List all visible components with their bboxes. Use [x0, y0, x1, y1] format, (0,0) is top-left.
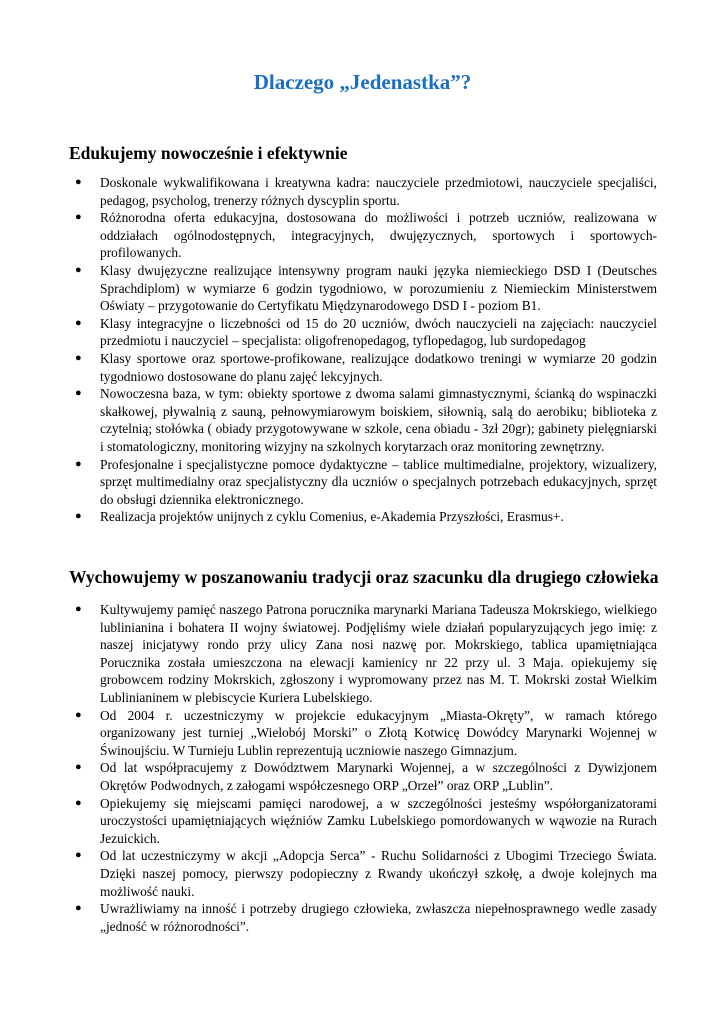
list-item [69, 759, 657, 794]
bullet-icon: ● [75, 849, 82, 862]
list-item-text: Kultywujemy pamięć naszego Patrona porucznika marynarki Mariana Tadeusza Mokrskiego, wielkiego lublinianina i bohatera II wojny światowej. Podjęliśmy wiele działań popularyzujących jego imię: z naszej inicjatywy rondo przy ulicy Zana nosi nazwę por. Mokrskiego, tablica upamiętniająca Porucznika została umieszczona na elewacji kamienicy nr 22 przy ul. 3 Maja. opiekujemy się grobowcem rodziny Mokrskich, zgłoszony i wypromowany przez nas M. T. Mokrski został Wielkim Lublinianinem w plebiscycie Kuriera Lubelskiego. [100, 602, 657, 705]
list-item-text: Nowoczesna baza, w tym: obiekty sportowe z dwoma salami gimnastycznymi, ścianką do wspinaczki skałkowej, pływalnią z sauną, pełnowymiarowym boiskiem, siłownią, salą do aerobiku; biblioteka z czytelnią; stołówka ( obiady przygotowywane w szkole, cena obiadu - 3zł 20gr); gabinety pielęgniarski i stomatologiczny, monitoring wizyjny na szkolnych korytarzach oraz monitoring zewnętrzny. [100, 386, 657, 454]
list-item [69, 315, 657, 350]
bullet-icon: ● [75, 796, 82, 809]
list-item-text: Od lat współpracujemy z Dowództwem Marynarki Wojennej, a w szczególności z Dywizjonem Okrętów Podwodnych, z załogami współczesnego ORP „Orzeł” oraz ORP „Lublin”. [100, 760, 657, 793]
list-item [69, 209, 657, 262]
list-item-text: Od lat uczestniczymy w akcji „Adopcja Serca” - Ruchu Solidarności z Ubogimi Trzeciego Świata. Dzięki naszej pomocy, pierwszy podopieczny z Rwandy ukończył szkołę, a dwoje kolejnych ma możliwość nauki. [100, 848, 657, 899]
list-item-text: Profesjonalne i specjalistyczne pomoce dydaktyczne – tablice multimedialne, projektory, wizualizery, sprzęt multimedialny oraz specjalistyczny dla uczniów o specjalnych potrzebach edukacyjnych, sprzęt do obsługi dziennika elektronicznego. [100, 456, 657, 507]
bullet-icon: ● [75, 457, 82, 470]
list-item-text: Klasy sportowe oraz sportowe-profikowane, realizujące dodatkowo treningi w wymiarze 20 godzin tygodniowo dostosowane do planu zajęć lekcyjnych. [100, 350, 657, 384]
list-item-text: Uwrażliwiamy na inność i potrzeby drugiego człowieka, zwłaszcza niepełnosprawnego wedle zasady „jedność w różnorodności”. [100, 901, 657, 934]
bullet-icon: ● [75, 387, 82, 400]
list-item-text: Od 2004 r. uczestniczymy w projekcie edukacyjnym „Miasta-Okręty”, w ramach którego organizowany jest turniej „Wielobój Morski” o Złotą Kotwicę Dowódcy Marynarki Wojennej w Świnoujściu. W Turnieju Lublin reprezentują uczniowie naszego Gimnazjum. [100, 707, 657, 758]
bullet-icon: ● [75, 316, 82, 329]
list-item [69, 795, 657, 848]
list-item [69, 508, 657, 526]
list-item [69, 707, 657, 760]
bullet-icon: ● [75, 708, 82, 721]
list-item-text: Klasy dwujęzyczne realizujące intensywny program nauki języka niemieckiego DSD I (Deutsches Sprachdiplom) w wymiarze 6 godzin tygodniowo, w porozumieniu z Niemieckim Ministerstwem Oświaty – przygotowanie do Certyfikatu Międzynarodowego DSD I - poziom B1. [100, 262, 657, 314]
page-title: Dlaczego „Jedenastka”? [253, 70, 472, 94]
list-item-text: Opiekujemy się miejscami pamięci narodowej, a w szczególności jesteśmy współorganizatorami uroczystości upamiętniających więźniów Zamku Lubelskiego pomordowanych w wąwozie na Rurach Jezuickich. [100, 795, 657, 846]
list-item [69, 174, 657, 209]
list-item [69, 456, 657, 509]
bullet-icon: ● [75, 902, 82, 915]
list-item-text: Realizacja projektów unijnych z cyklu Comenius, e-Akademia Przyszłości, Erasmus+. [100, 509, 564, 525]
list-item-text: Klasy integracyjne o liczebności od 15 do 20 uczniów, dwóch nauczycieli na zajęciach: nauczyciel przedmiotu i nauczyciel – specjalista: oligofrenopedagog, tyflopedagog, lub surdopedagog [100, 315, 657, 349]
list-item [69, 262, 657, 315]
list-item [69, 385, 657, 455]
bullet-icon: ● [75, 761, 82, 774]
list-item [69, 847, 657, 900]
bullet-icon: ● [75, 176, 82, 188]
list-item-text: Różnorodna oferta edukacyjna, dostosowana do możliwości i potrzeb uczniów, realizowana w oddziałach ogólnodostępnych, integracyjnych, dwujęzycznych, sportowych i sportowych-profilowanych. [100, 210, 657, 261]
bullet-icon: ● [75, 510, 82, 523]
bullet-icon: ● [75, 603, 82, 615]
bullet-icon: ● [75, 351, 82, 364]
education-bullet-list [69, 174, 657, 526]
upbringing-bullet-list [69, 601, 657, 935]
list-item [69, 350, 657, 385]
list-item [69, 601, 657, 707]
bullet-icon: ● [75, 263, 82, 276]
list-item [69, 900, 657, 935]
bullet-icon: ● [75, 211, 82, 224]
section-heading-upbringing: Wychowujemy w poszanowaniu tradycji oraz szacunku dla drugiego człowieka [69, 567, 659, 587]
section-heading-education: Edukujemy nowocześnie i efektywnie [69, 143, 348, 163]
list-item-text: Doskonale wykwalifikowana i kreatywna kadra: nauczyciele przedmiotowi, nauczyciele specjaliści, pedagog, psycholog, trenerzy różnych dyscyplin sportu. [100, 175, 657, 208]
